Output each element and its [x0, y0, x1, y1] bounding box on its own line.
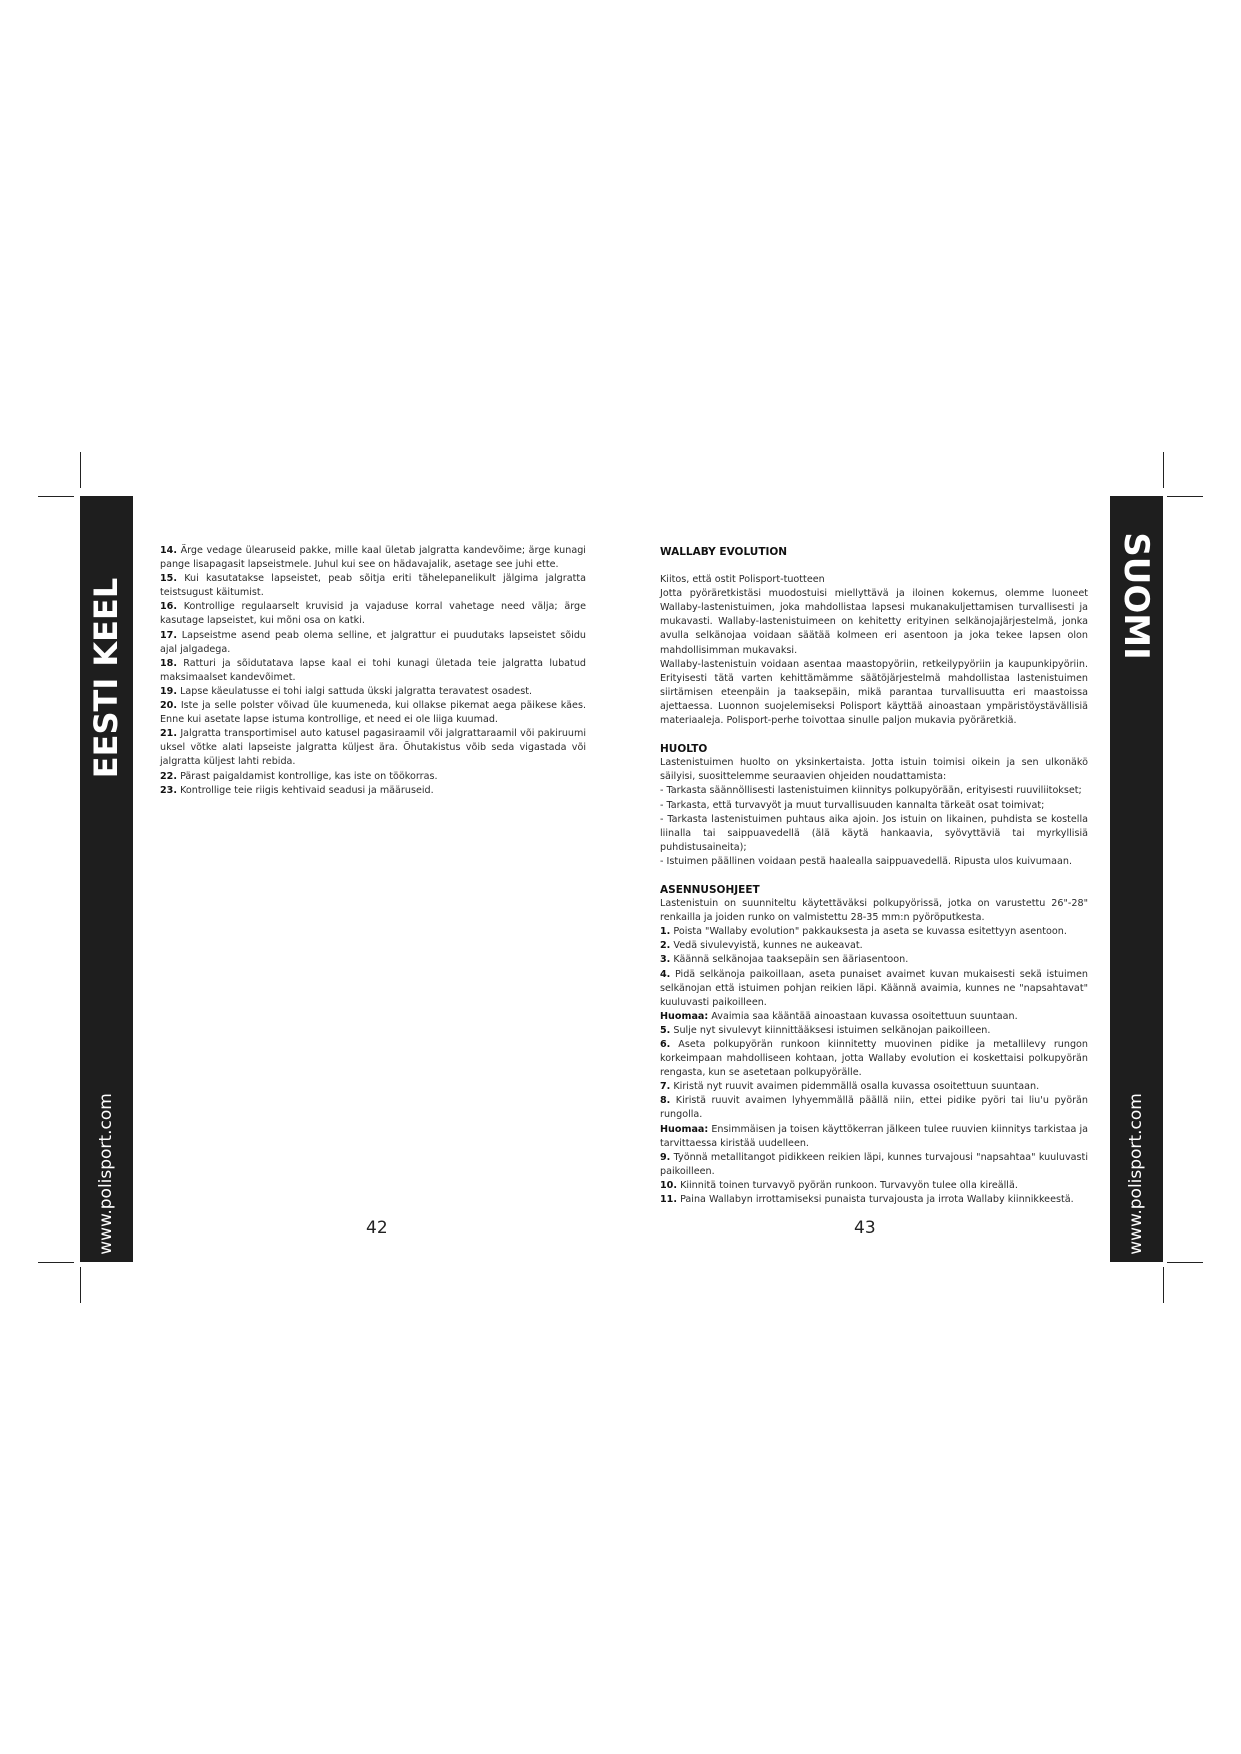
left-page-body	[160, 544, 586, 798]
install-step: 7. Kiristä nyt ruuvit avaimen pidemmällä osalla kuvassa osoitettuun suuntaan.	[660, 1081, 1040, 1093]
crop-mark	[1167, 1262, 1203, 1263]
list-item: 17. Lapseistme asend peab olema selline, et jalgrattur ei puudutaks lapseistet sõidu ajal jalgadega.	[160, 629, 586, 655]
intro-paragraph: Jotta pyöräretkistäsi muodostuisi miellyttävä ja iloinen kokemus, olemme luoneet Wallaby-lastenistuimen, joka mahdollistaa lapsesi mukanakuljettamisen turvallisesti ja mukavasti. Wallaby-lastenistuimeen on kehitetty erityinen selkänojajärjestelmä, jonka avulla selkänojaa voidaan säätää kolmeen eri asentoon ja joka tekee lapsen olon mahdollisimman mukavaksi.	[660, 588, 1088, 656]
install-step: 8. Kiristä ruuvit avaimen lyhyemmällä päällä niin, ettei pidike pyöri tai liu'u pyörän rungolla.	[660, 1095, 1088, 1121]
crop-mark	[1167, 496, 1203, 497]
crop-mark	[1163, 452, 1164, 488]
maintenance-item: - Tarkasta säännöllisesti lastenistuimen kiinnitys polkupyörään, erityisesti ruuviliitokset;	[660, 785, 1082, 797]
install-step: 11. Paina Wallabyn irrottamiseksi punaista turvajousta ja irrota Wallaby kiinnikkeestä.	[660, 1194, 1074, 1206]
install-step: 3. Käännä selkänojaa taaksepäin sen ääriasentoon.	[660, 954, 909, 966]
page-number-right: 43	[854, 1218, 876, 1238]
maintenance-item: - Tarkasta, että turvavyöt ja muut turvallisuuden kannalta tärkeät osat toimivat;	[660, 799, 1045, 811]
install-step: 6. Aseta polkupyörän runkoon kiinnitetty muovinen pidike ja metallilevy rungon korkeimpaan mahdolliseen kohtaan, jotta Wallaby evolution ei koskettaisi polkupyörän rengasta, kun se asetetaan polkupyörälle.	[660, 1039, 1088, 1079]
list-item: 16. Kontrollige regulaarselt kruvisid ja vajaduse korral vahetage need välja; ärge kasutage lapseistet, kui mõni osa on katki.	[160, 601, 586, 627]
install-note: Huomaa: Avaimia saa kääntää ainoastaan kuvassa osoitettuun suuntaan.	[660, 1010, 1018, 1022]
crop-mark	[38, 1262, 74, 1263]
list-item: 15. Kui kasutatakse lapseistet, peab sõitja eriti tähelepanelikult jälgima jalgratta teistsugust käitumist.	[160, 573, 586, 599]
install-step: 1. Poista "Wallaby evolution" pakkauksesta ja aseta se kuvassa esitettyyn asentoon.	[660, 926, 1067, 938]
list-item: 14. Ärge vedage ülearuseid pakke, mille kaal ületab jalgratta kandevõime; ärge kunagi pange lisapagasit lapseistmele. Juhul kui see on hädavajalik, asetage see juhi ette.	[160, 545, 586, 571]
list-item: 18. Ratturi ja sõidutatava lapse kaal ei tohi kunagi ületada teie jalgratta lubatud maksimaalset kandevõimet.	[160, 657, 586, 683]
maintenance-title: HUOLTO	[660, 743, 708, 756]
right-page-body	[660, 545, 1088, 1207]
install-title: ASENNUSOHJEET	[660, 883, 760, 896]
crop-mark	[80, 1267, 81, 1303]
list-item: 19. Lapse käeulatusse ei tohi ialgi sattuda ükski jalgratta teravatest osadest.	[160, 685, 533, 697]
intro-paragraph: Kiitos, että ostit Polisport-tuotteen	[660, 574, 825, 586]
install-step: 9. Työnnä metallitangot pidikkeen reikien läpi, kunnes turvajousi "napsahtaa" kuuluvasti paikoilleen.	[660, 1151, 1088, 1177]
install-step: 5. Sulje nyt sivulevyt kiinnittääksesi istuimen selkänojan paikoilleen.	[660, 1024, 991, 1036]
crop-mark	[80, 452, 81, 488]
intro-paragraph: Wallaby-lastenistuin voidaan asentaa maastopyöriin, retkeilypyöriin ja kaupunkipyöriin. Erityisesti tätä varten kehittämämme säätöjärjestelmä mahdollistaa lastenistuimen siirtämisen eteenpäin ja taaksepäin, mikä parantaa turvallisuutta eri maastoissa ajettaessa. Luonnon suojelemiseksi Polisport käyttää ainoastaan ympäristöystävällisiä materiaaleja. Polisport-perhe toivottaa sinulle paljon mukavia pyöräretkiä.	[660, 658, 1088, 727]
install-intro: Lastenistuin on suunniteltu käytettäväksi polkupyörissä, jotka on varustettu 26"-28" renkailla ja joiden runko on valmistettu 28-35 mm:n pyöröputkesta.	[660, 898, 1088, 924]
list-item: 23. Kontrollige teie riigis kehtivaid seadusi ja määruseid.	[160, 784, 434, 796]
install-step: 4. Pidä selkänoja paikoillaan, aseta punaiset avaimet kuvan mukaisesti sekä istuimen selkänojan että istuimen pohjan reikien läpi. Käännä avaimia, kunnes ne "napsahtavat" kuuluvasti paikoilleen.	[660, 968, 1088, 1008]
right-side-bar: SUOMI www.polisport.com	[1110, 496, 1163, 1262]
maintenance-item: - Tarkasta lastenistuimen puhtaus aika ajoin. Jos istuin on likainen, puhdista se kostella liinalla tai saippuavedellä (älä käytä hankaavia, syövyttäviä tai myrkyllisiä puhdistusaineita);	[660, 813, 1088, 853]
install-step: 10. Kiinnitä toinen turvavyö pyörän runkoon. Turvavyön tulee olla kireällä.	[660, 1179, 1018, 1191]
install-note: Huomaa: Ensimmäisen ja toisen käyttökerran jälkeen tulee ruuvien kiinnitys tarkistaa ja tarvittaessa kiristää uudelleen.	[660, 1123, 1088, 1149]
maintenance-paragraph: Lastenistuimen huolto on yksinkertaista. Jotta istuin toimisi oikein ja sen ulkonäkö säilyisi, suosittelemme seuraavien ohjeiden noudattamista:	[660, 757, 1088, 783]
list-item: 22. Pärast paigaldamist kontrollige, kas iste on töökorras.	[160, 770, 438, 782]
list-item: 21. Jalgratta transportimisel auto katusel pagasiraamil või jalgrattaraamil või pakiruumi uksel võtke alati lapseiste jalgratta küljest ära. Õhutakistus võib seda vigastada või jalgratta küljest lahti rebida.	[160, 728, 586, 768]
product-title: WALLABY EVOLUTION	[660, 546, 788, 558]
install-step: 2. Vedä sivulevyistä, kunnes ne aukeavat.	[660, 940, 863, 952]
maintenance-item: - Istuimen päällinen voidaan pestä haalealla saippuavedellä. Ripusta ulos kuivumaan.	[660, 855, 1073, 867]
page-number-left: 42	[366, 1218, 388, 1238]
left-side-bar: EESTI KEEL www.polisport.com	[80, 496, 133, 1262]
crop-mark	[38, 496, 74, 497]
list-item: 20. Iste ja selle polster võivad üle kuumeneda, kui ollakse pikemat aega päikese käes. Enne kui asetate lapse istuma kontrollige, et need ei ole liiga kuumad.	[160, 700, 586, 726]
crop-mark	[1163, 1267, 1164, 1303]
